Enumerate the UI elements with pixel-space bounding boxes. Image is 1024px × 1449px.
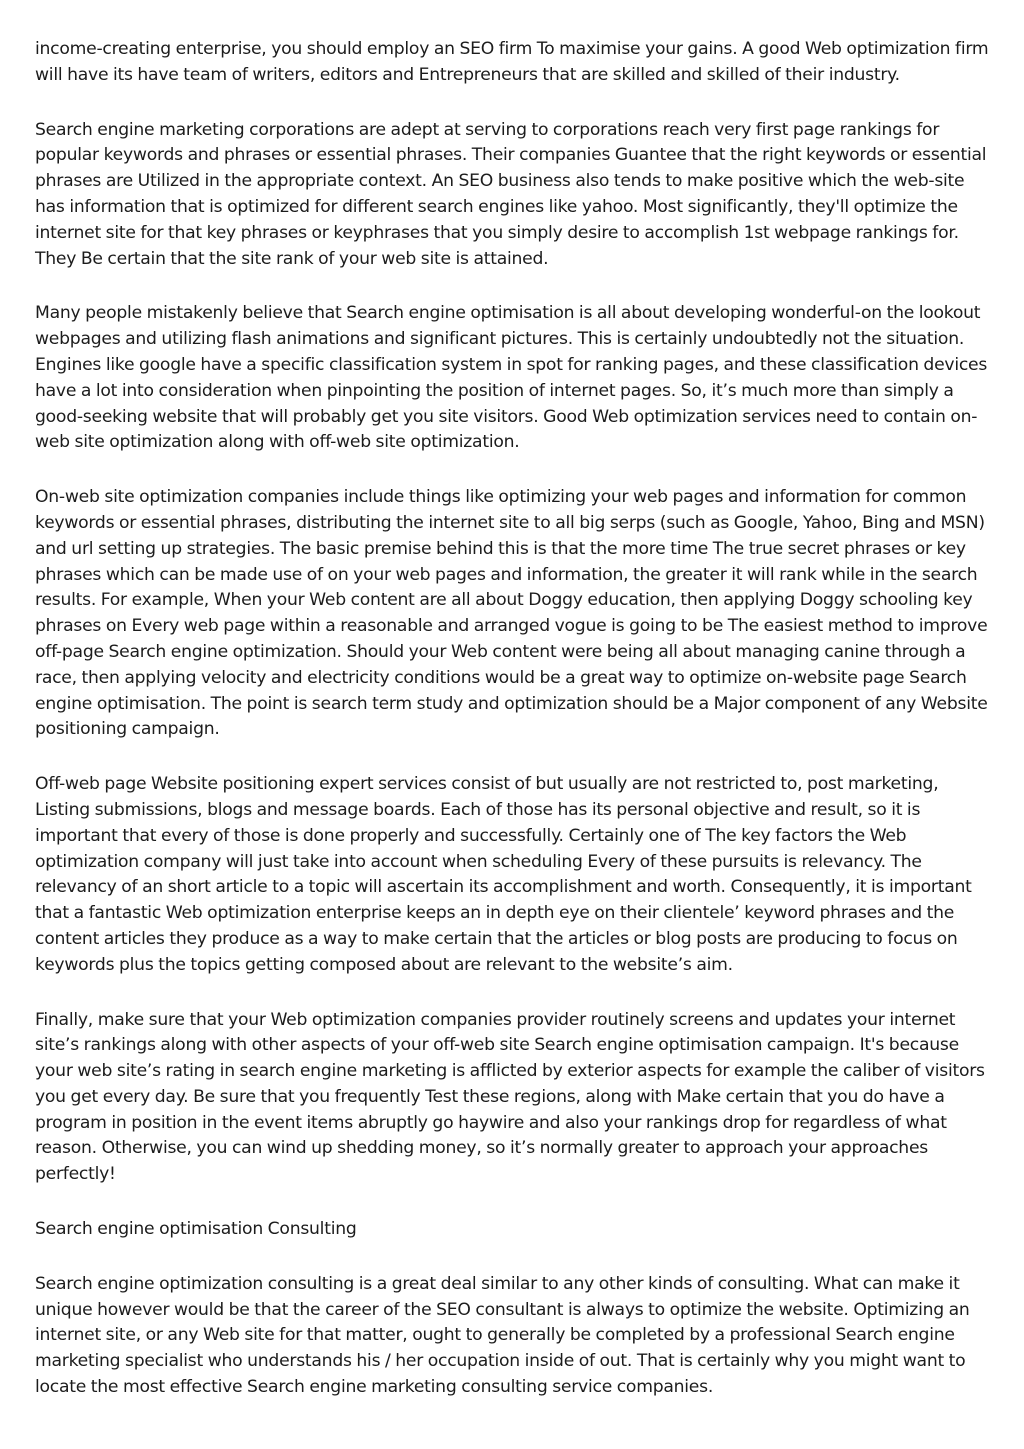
paragraph-seo-corporations: Search engine marketing corporations are adept at serving to corporations reach very first page rankings for popular keywords and phrases or essential phrases. Their companies Guantee that the right keywords or essential phrases are Utilized in the appropriate context. An SEO business also tends to make positive which the web-site has information that is optimized for different search engines like yahoo. Most significantly, they'll optimize the internet site for that key phrases or keyphrases that you simply desire to accomplish 1st webpage rankings for. They Be certain that the site rank of your web site is attained. [35, 119, 987, 269]
section-heading: Search engine optimisation Consulting [35, 1219, 357, 1240]
paragraph-off-page-services: Off-web page Website positioning expert services consist of but usually are not restricted to, post marketing, Listing submissions, blogs and message boards. Each of those has its personal objective and result, so it is important that every of those is done properly and successfully. Certainly one of The key factors the Web optimization company will just take into account when scheduling Every of these pursuits is relevancy. The relevancy of an short article to a topic will ascertain its accomplishment and worth. Consequently, it is important that a fantastic Web optimization enterprise keeps an in depth eye on their clientele’ keyword phrases and the content articles they produce as a way to make certain that the articles or blog posts are producing to focus on keywords plus the topics getting composed about are relevant to the website’s aim. [35, 774, 972, 975]
paragraph-on-site-optimization: On-web site optimization companies include things like optimizing your web pages and information for common keywords or essential phrases, distributing the internet site to all big serps (such as Google, Yahoo, Bing and MSN) and url setting up strategies. The basic premise behind this is that the more time The true secret phrases or key phrases which can be made use of on your web pages and information, the greater it will rank while in the search results. For example, When your Web content are all about Doggy education, then applying Doggy schooling key phrases on Every web page within a reasonable and arranged vogue is going to be The easiest method to improve off-page Search engine optimization. Should your Web content were being all about managing canine through a race, then applying velocity and electricity conditions would be a great way to optimize on-website page Search engine optimisation. The point is search term study and optimization should be a Major component of any Website positioning campaign. [35, 487, 988, 740]
paragraph-consulting: Search engine optimization consulting is a great deal similar to any other kinds of consulting. What can make it unique however would be that the career of the SEO consultant is always to optimize the website. Optimizing an internet site, or any Web site for that matter, ought to generally be completed by a professional Search engine marketing specialist who understands his / her occupation inside of out. That is certainly why you might want to locate the most effective Search engine marketing consulting service companies. [35, 1273, 970, 1398]
paragraph-intro: income-creating enterprise, you should employ an SEO firm To maximise your gains. A good Web optimization firm will have its have team of writers, editors and Entrepreneurs that are skilled and skilled of their industry. [35, 39, 989, 85]
paragraph-misconceptions: Many people mistakenly believe that Search engine optimisation is all about developing wonderful-on the lookout webpages and utilizing flash animations and significant pictures. This is certainly undoubtedly not the situation. Engines like google have a specific classification system in spot for ranking pages, and these classification devices have a lot into consideration when pinpointing the position of internet pages. So, it’s much more than simply a good-seeking website that will probably get you site visitors. Good Web optimization services need to contain on-web site optimization along with off-web site optimization. [35, 303, 988, 453]
document-body [35, 37, 995, 1430]
paragraph-monitoring: Finally, make sure that your Web optimization companies provider routinely screens and updates your internet site’s rankings along with other aspects of your off-web site Search engine optimisation campaign. It's because your web site’s rating in search engine marketing is afflicted by exterior aspects for example the caliber of visitors you get every day. Be sure that you frequently Test these regions, along with Make certain that you do have a program in position in the event items abruptly go haywire and also your rankings drop for regardless of what reason. Otherwise, you can wind up shedding money, so it’s normally greater to approach your approaches perfectly! [35, 1009, 985, 1185]
